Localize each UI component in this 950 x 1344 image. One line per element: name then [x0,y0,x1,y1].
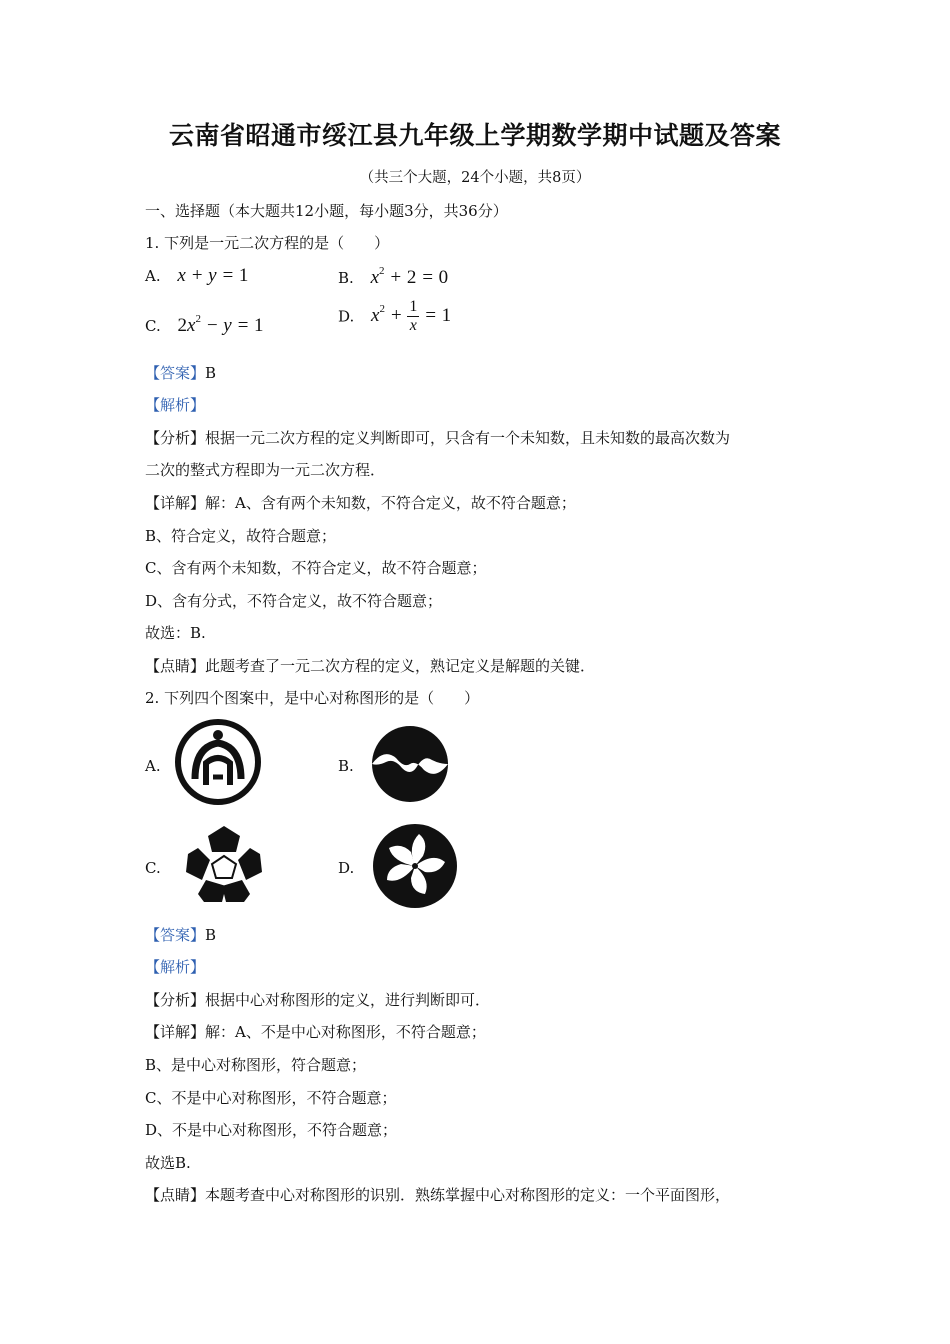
q1-option-b [338,265,448,289]
q1-option-a-formula: x + y = 1 [177,265,249,286]
q2-line-c: C、不是中心对称图形，不符合题意； [145,1089,397,1107]
q2-fenxi-text: 根据中心对称图形的定义，进行判断即可． [205,991,491,1009]
q2-answer-tag: 【答案】 [145,926,206,944]
q1-option-b-label: B. [338,269,354,287]
q2-dianjing [145,1184,730,1205]
q1-fenxi [145,427,730,448]
q1-option-d-formula: $x^2$ + $\frac{1}{x}$ = 1 [371,298,452,334]
q1-option-c [145,313,264,337]
q1-xiangjie-text: 解：A、含有两个未知数，不符合定义，故不符合题意； [205,494,576,512]
q1-answer-value: B [205,364,217,382]
q1-option-a [145,265,248,287]
q1-line-c: C、含有两个未知数，不符合定义，故不符合题意； [145,559,487,577]
q1-stem: 1. 下列是一元二次方程的是（ ） [145,234,390,252]
q2-xiangjie-tag: 【详解】 [145,1023,206,1041]
page-subtitle: （共三个大题，24个小题，共8页） [359,170,591,186]
q2-dianjing-text: 本题考查中心对称图形的识别．熟练掌握中心对称图形的定义：一个平面图形， [205,1186,731,1204]
q2-answer-value: B [205,926,217,944]
q1-fenxi-line2: 二次的整式方程即为一元二次方程． [145,461,386,479]
q1-option-d-label: D. [338,307,355,326]
q1-fenxi-text: 根据一元二次方程的定义判断即可，只含有一个未知数，且未知数的最高次数为 [205,429,731,447]
q2-xiangjie-text: 解：A、不是中心对称图形，不符合题意； [205,1023,486,1041]
q2-dianjing-tag: 【点睛】 [145,1186,206,1204]
q2-figure-a-emblem [173,719,263,805]
q2-fenxi-tag: 【分析】 [145,991,206,1009]
q2-answer [145,924,216,945]
q1-xiangjie [145,492,576,513]
q1-dianjing-text: 此题考查了一元二次方程的定义，熟记定义是解题的关键． [205,657,596,675]
q1-xiangjie-tag: 【详解】 [145,494,206,512]
q1-option-c-label: C. [145,317,161,335]
q2-line-d: D、不是中心对称图形，不符合题意； [145,1121,398,1139]
q2-option-b-label: B. [338,757,354,775]
q1-option-a-label: A. [145,267,161,285]
q1-option-d [338,298,451,335]
q1-option-c-formula: $2x^2 - y = 1$ [177,313,264,336]
q1-analysis-tag: 【解析】 [145,396,206,414]
section-heading: 一、选择题（本大题共12小题，每小题3分，共36分） [145,202,508,220]
q2-stem: 2. 下列四个图案中，是中心对称图形的是（ ） [145,689,480,707]
q1-option-b-formula: $x^2 + 2 = 0$ [370,265,449,288]
q2-option-c-label: C. [145,859,161,877]
q1-conclusion: 故选：B. [145,624,206,642]
q2-option-d-label: D. [338,859,355,877]
q2-option-a-label: A. [145,757,161,775]
q1-line-b: B、符合定义，故符合题意； [145,527,337,545]
q1-answer-tag: 【答案】 [145,364,206,382]
q1-dianjing-tag: 【点睛】 [145,657,206,675]
q2-analysis-tag: 【解析】 [145,958,206,976]
q2-fenxi [145,989,490,1010]
page-title: 云南省昭通市绥江县九年级上学期数学期中试题及答案 [168,121,781,150]
q1-fenxi-tag: 【分析】 [145,429,206,447]
q1-line-d: D、含有分式，不符合定义，故不符合题意； [145,592,443,610]
q2-figure-b-wave-circle [370,724,450,804]
q2-xiangjie [145,1021,486,1042]
q1-answer [145,362,216,383]
q2-figure-d-bauhinia [371,822,459,910]
q2-line-b: B、是中心对称图形，符合题意； [145,1056,367,1074]
q1-dianjing [145,655,595,676]
q2-conclusion: 故选B. [145,1154,191,1172]
q2-figure-c-pentagon-flower [180,824,268,904]
